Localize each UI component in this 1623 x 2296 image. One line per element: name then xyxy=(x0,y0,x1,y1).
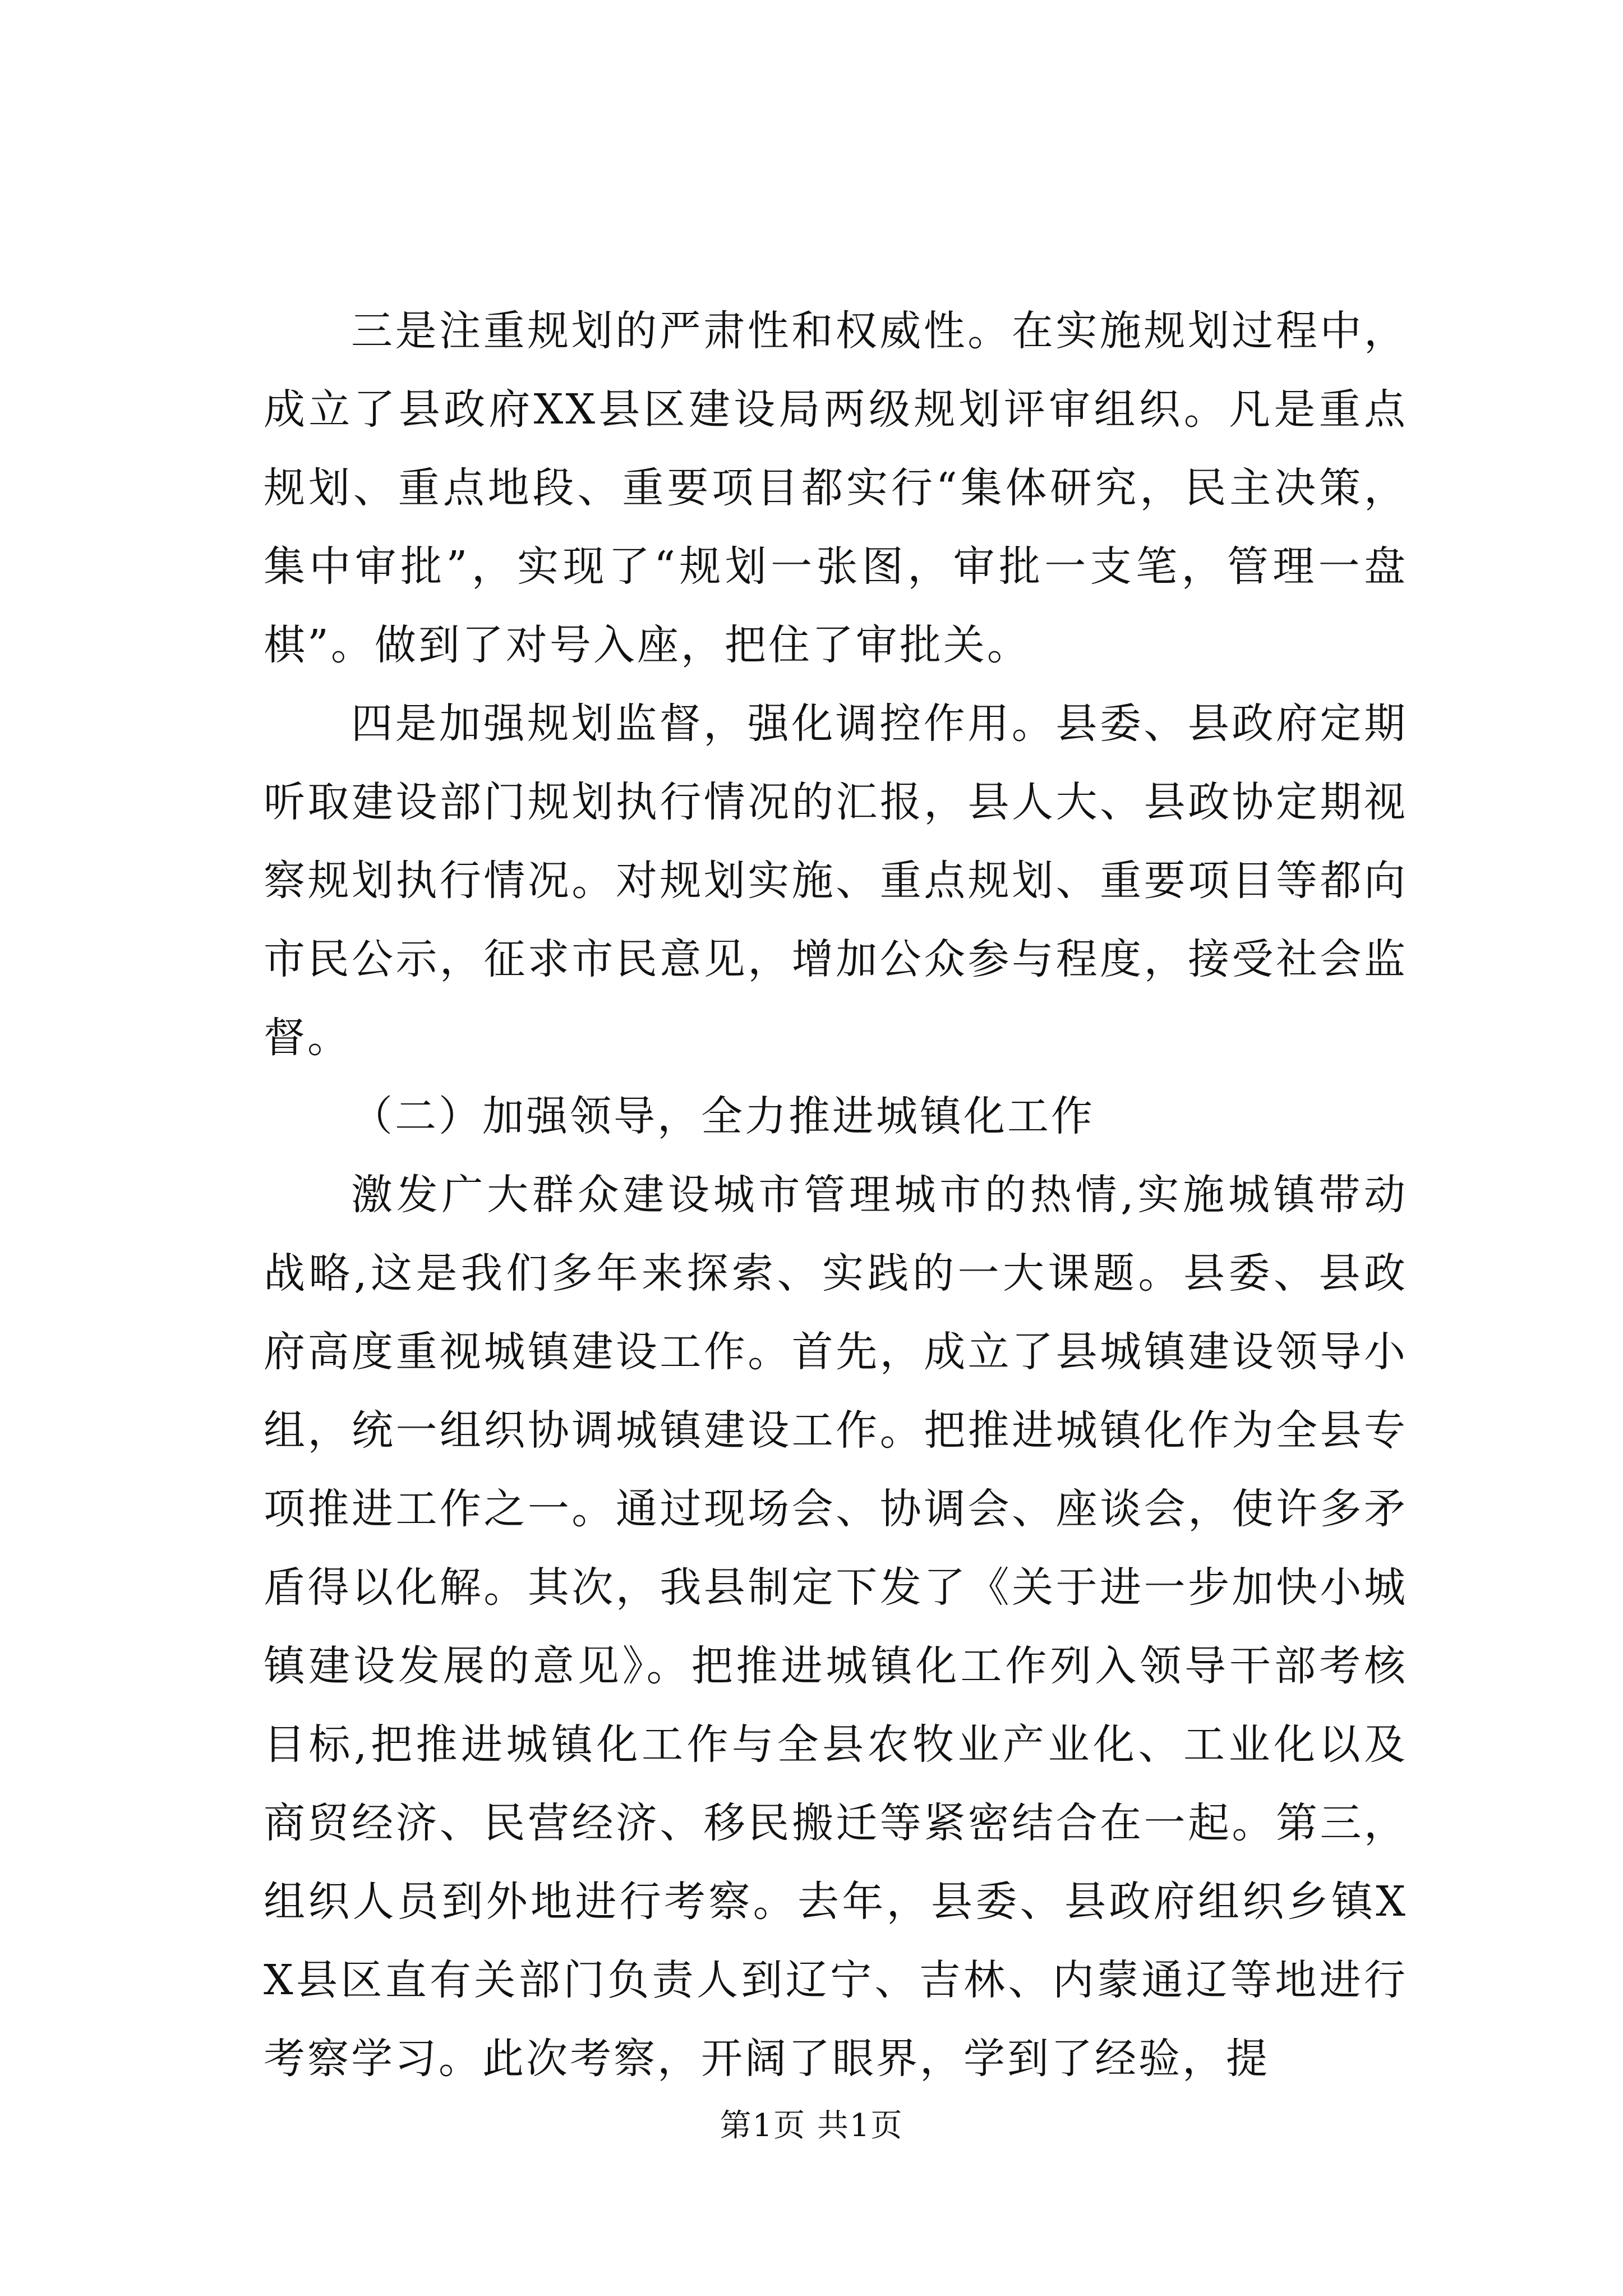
page-footer: 第1页 共1页 xyxy=(720,2108,903,2144)
document-body xyxy=(264,292,1408,2098)
paragraph-point-four: 四是加强规划监督，强化调控作用。县委、县政府定期听取建设部门规划执行情况的汇报，县人大、县政协定期视察规划执行情况。对规划实施、重点规划、重要项目等都向市民公示，征求市民意见，增加公众参与程度，接受社会监督。 xyxy=(264,700,1408,1062)
section-heading: （二）加强领导，全力推进城镇化工作 xyxy=(351,1092,1095,1140)
paragraph-urbanization: 激发广大群众建设城市管理城市的热情,实施城镇带动战略,这是我们多年来探索、实践的一大课题。县委、县政府高度重视城镇建设工作。首先，成立了县城镇建设领导小组，统一组织协调城镇建设工作。把推进城镇化作为全县专项推进工作之一。通过现场会、协调会、座谈会，使许多矛盾得以化解。其次，我县制定下发了《关于进一步加快小城镇建设发展的意见》。把推进城镇化工作列入领导干部考核目标,把推进城镇化工作与全县农牧业产业化、工业化以及商贸经济、民营经济、移民搬迁等紧密结合在一起。第三，组织人员到外地进行考察。去年，县委、县政府组织乡镇XX县区直有关部门负责人到辽宁、吉林、内蒙通辽等地进行考察学习。此次考察，开阔了眼界，学到了经验，提 xyxy=(264,1171,1408,2083)
paragraph-point-three: 三是注重规划的严肃性和权威性。在实施规划过程中，成立了县政府XX县区建设局两级规划评审组织。凡是重点规划、重点地段、重要项目都实行“集体研究，民主决策，集中审批”，实现了“规划一张图，审批一支笔，管理一盘棋”。做到了对号入座，把住了审批关。 xyxy=(264,307,1408,669)
